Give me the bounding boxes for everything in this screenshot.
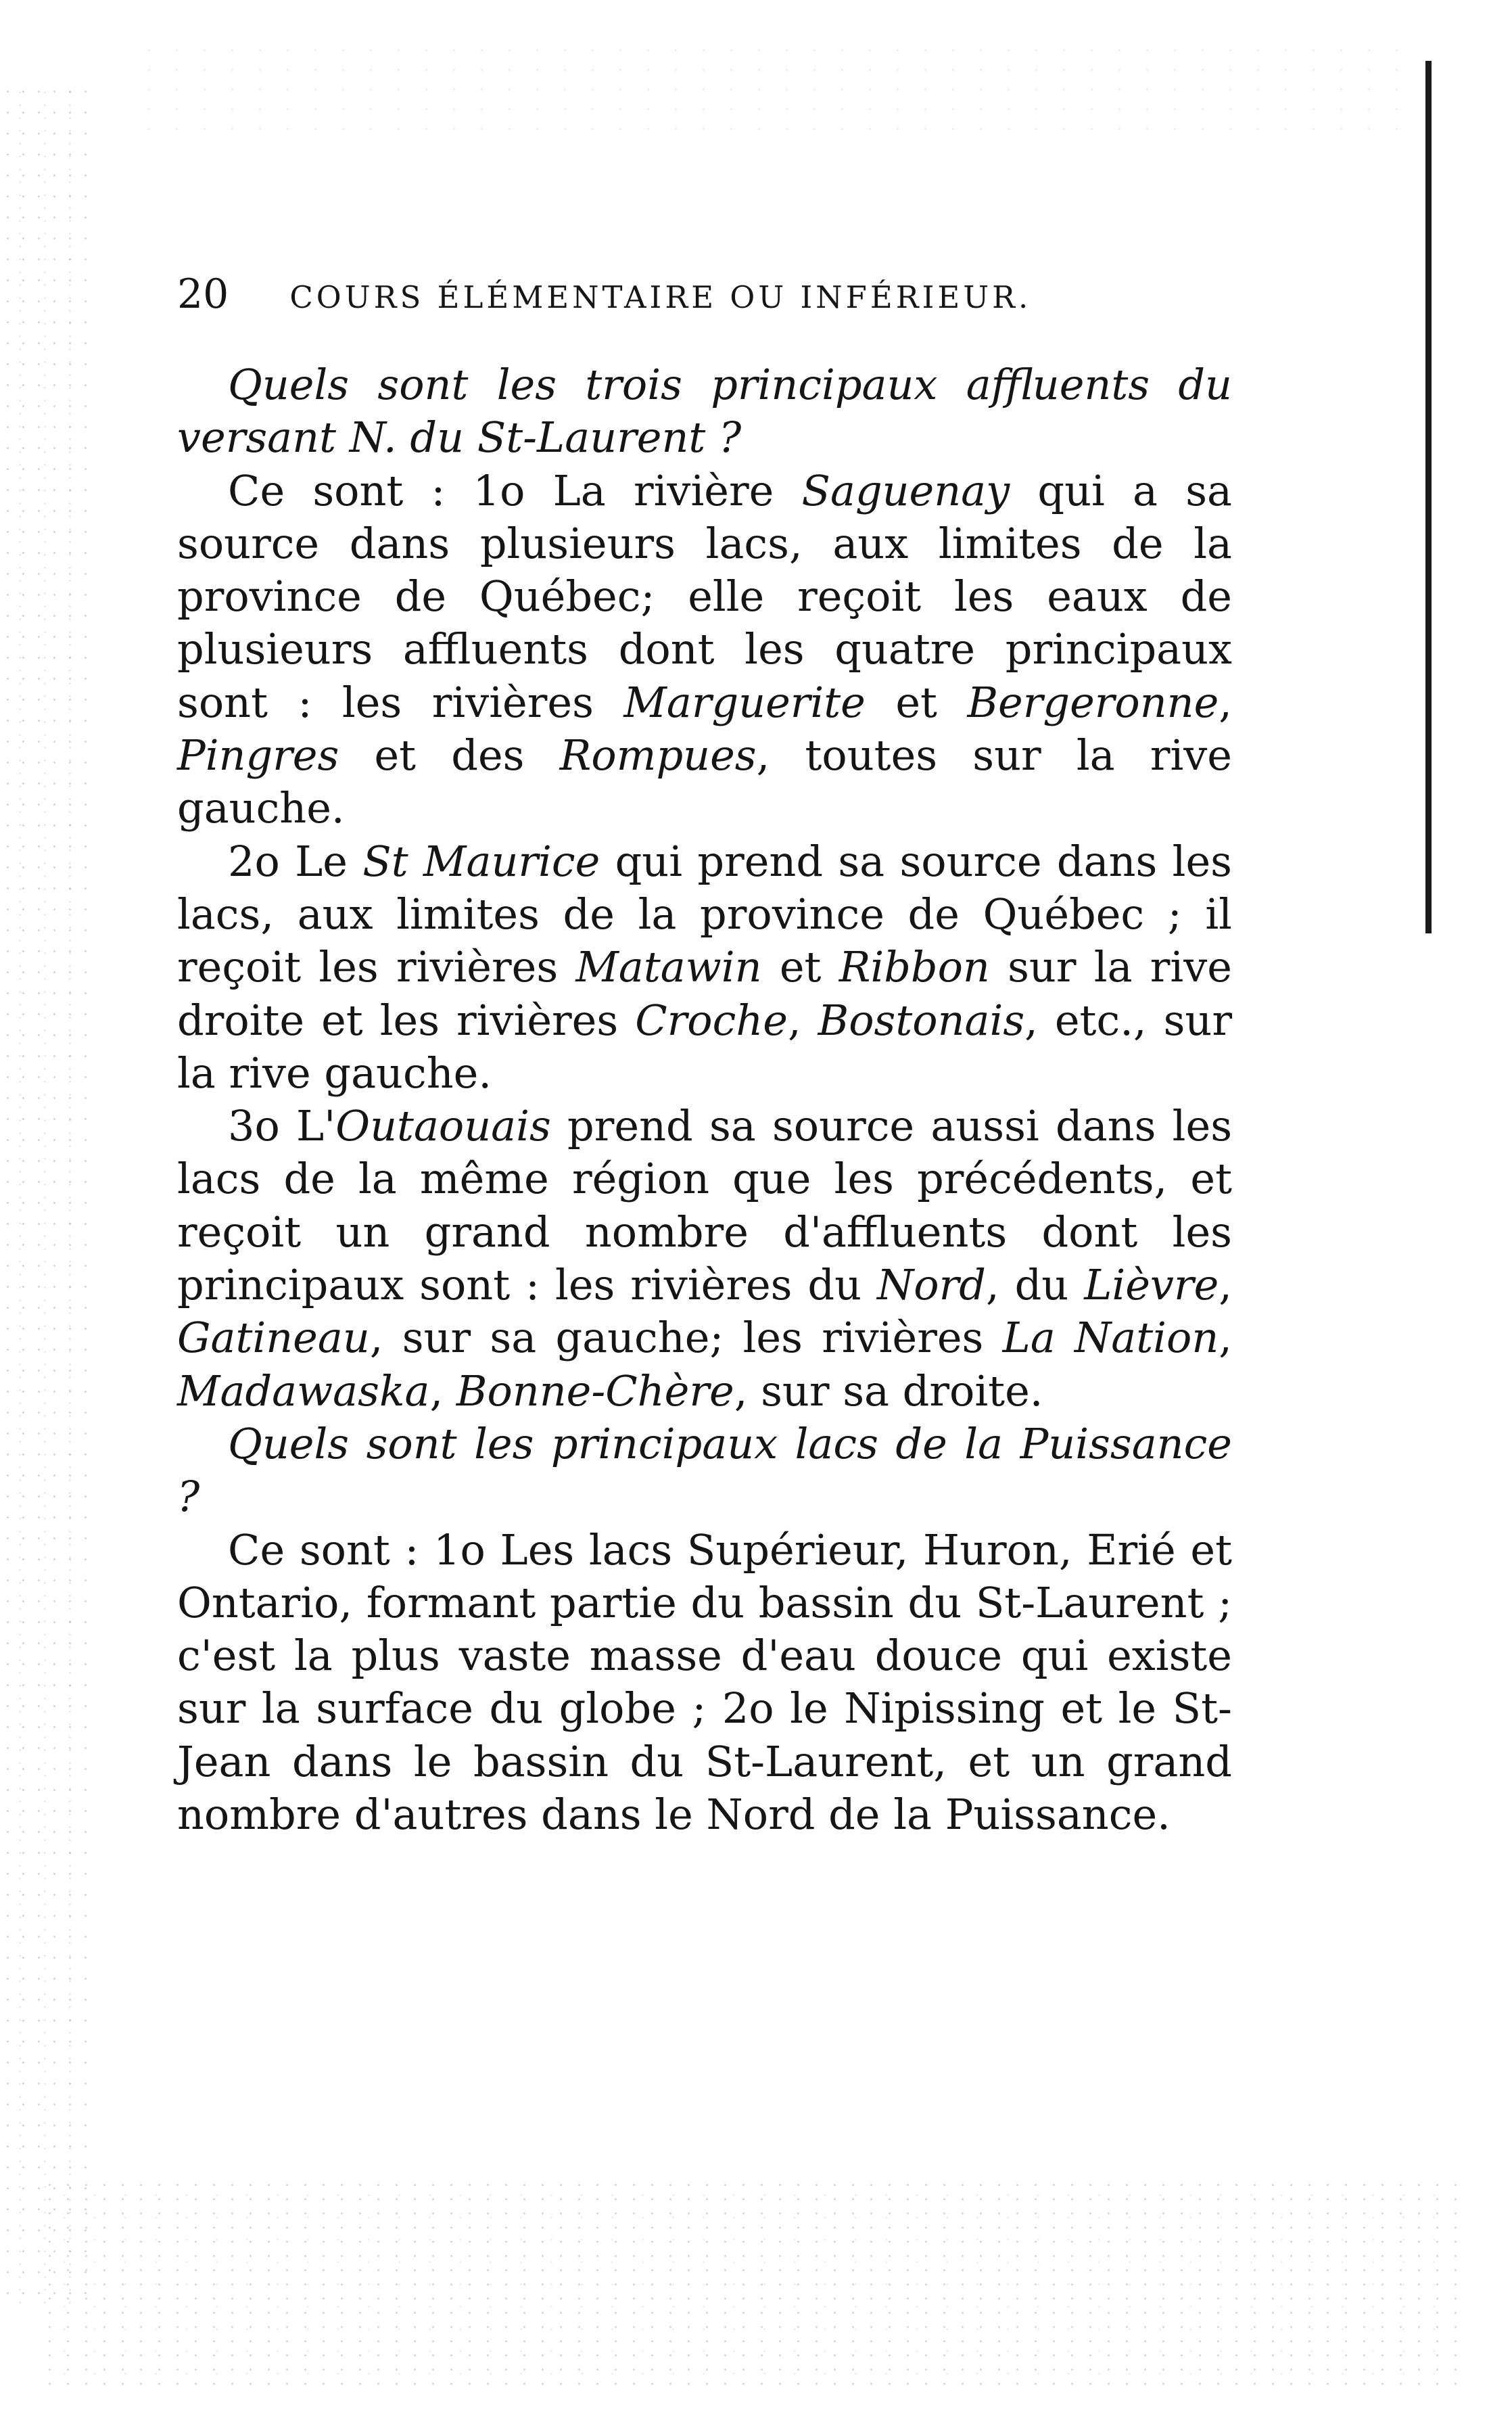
running-title: COURS ÉLÉMENTAIRE OU INFÉRIEUR. bbox=[289, 279, 1032, 315]
text-run: et bbox=[865, 677, 968, 727]
italic-term: Lièvre bbox=[1084, 1260, 1219, 1310]
text-run: , sur sa droite. bbox=[734, 1366, 1043, 1416]
text-run: , etc., sur la rive gauche. bbox=[177, 995, 1232, 1098]
text-run: , du bbox=[985, 1260, 1085, 1310]
text-run: , bbox=[1219, 1313, 1232, 1363]
italic-term: Bostonais bbox=[818, 995, 1025, 1045]
italic-term: Rompues bbox=[559, 730, 757, 781]
italic-term: Croche bbox=[635, 995, 788, 1045]
text-run: , bbox=[1219, 677, 1232, 727]
question-paragraph bbox=[177, 1418, 1232, 1524]
text-run: sur la rive droite et les rivières bbox=[177, 942, 1232, 1045]
italic-term: La Nation bbox=[1002, 1313, 1219, 1363]
italic-term: Bonne-Chère bbox=[456, 1366, 734, 1416]
text-run: 2o Le bbox=[228, 836, 363, 886]
italic-term: Saguenay bbox=[801, 465, 1010, 515]
body-text bbox=[177, 358, 1232, 1841]
text-run: Ce sont : 1o Les lacs Supérieur, Huron, Erié et Ontario, formant partie du bassin du St-Laurent ; c'est la plus vaste masse d'eau douce qui existe sur la surface du globe ; 2o le Nipissing et le St-Jean dans le bassin du St-Laurent, et un grand nombre d'autres dans le Nord de la Puissance. bbox=[177, 1525, 1232, 1840]
scan-noise-left bbox=[0, 81, 88, 2313]
italic-term: Pingres bbox=[177, 730, 339, 781]
italic-term: Quels sont les principaux lacs de la Puissance ? bbox=[177, 1418, 1232, 1522]
text-run: et bbox=[761, 942, 839, 992]
answer-paragraph bbox=[177, 465, 1232, 835]
answer-paragraph bbox=[177, 1100, 1232, 1418]
text-run: et des bbox=[339, 730, 560, 781]
text-run: , bbox=[1219, 1260, 1232, 1310]
text-run: , sur sa gauche; les rivières bbox=[369, 1313, 1003, 1363]
text-run: 3o L' bbox=[228, 1101, 336, 1151]
italic-term: Quels sont les trois principaux affluents du versant N. du St-Laurent ? bbox=[177, 360, 1232, 463]
italic-term: Bergeronne bbox=[967, 677, 1219, 727]
italic-term: Matawin bbox=[575, 942, 762, 992]
text-run: Ce sont : 1o La rivière bbox=[228, 465, 802, 515]
answer-paragraph bbox=[177, 835, 1232, 1100]
italic-term: Madawaska bbox=[177, 1366, 430, 1416]
text-run: , toutes sur la rive gauche. bbox=[177, 730, 1233, 833]
text-run: prend sa source aussi dans les lacs de la même région que les précédents, et reçoit un grand nombre d'affluents dont les principaux sont : les rivières du bbox=[177, 1101, 1233, 1310]
italic-term: St Maurice bbox=[362, 836, 600, 886]
question-paragraph bbox=[177, 358, 1232, 465]
scan-noise-bottom bbox=[41, 2178, 1461, 2394]
italic-term: Outaouais bbox=[335, 1101, 551, 1151]
page-edge-rule bbox=[1425, 61, 1432, 933]
text-run: qui a sa source dans plusieurs lacs, aux limites de la province de Québec; elle reçoit les eaux de plusieurs affluents dont les quatre principaux sont : les rivières bbox=[177, 465, 1232, 727]
text-run: , bbox=[787, 995, 818, 1045]
text-run: qui prend sa source dans les lacs, aux limites de la province de Québec ; il reçoit les rivières bbox=[177, 836, 1232, 992]
scan-noise-top bbox=[135, 41, 1420, 135]
italic-term: Marguerite bbox=[623, 677, 866, 727]
text-run: , bbox=[429, 1366, 456, 1416]
italic-term: Gatineau bbox=[177, 1313, 370, 1363]
italic-term: Nord bbox=[877, 1260, 986, 1310]
book-page bbox=[177, 271, 1232, 1841]
italic-term: Ribbon bbox=[838, 942, 990, 992]
answer-paragraph bbox=[177, 1524, 1232, 1842]
running-head bbox=[177, 271, 1232, 325]
page-number: 20 bbox=[177, 271, 229, 318]
